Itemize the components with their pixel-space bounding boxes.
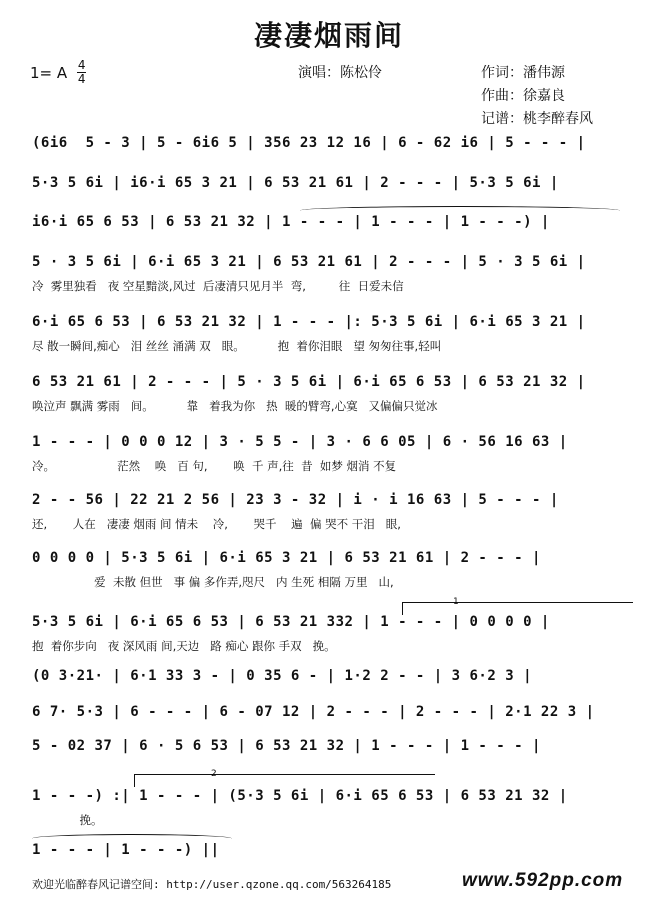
time-sig-bottom: 4 [77, 72, 86, 86]
transcriber-credit: 记谱：桃李醉春风 [481, 111, 593, 127]
footer-text: 欢迎光临醉春风记谱空间: http://user.qzone.qq.com/563264185 [32, 878, 392, 891]
notes-line: 6 53 21 61 | 2 - - - | 5 · 3 5 6i | 6·i 65 6 53 | 6 53 21 32 | [32, 374, 586, 390]
site-watermark: www.592pp.com [462, 870, 624, 891]
lyricist-credit: 作词：潘伟源 [481, 65, 565, 81]
score-row [32, 214, 632, 254]
song-title: 凄凄烟雨间 [253, 19, 404, 52]
score-row [32, 254, 632, 294]
notes-line: 1 - - - | 1 - - -) || [32, 842, 220, 858]
notes-line: 1 - - -) :| 1 - - - | (5·3 5 6i | 6·i 65 6 53 | 6 53 21 32 | [32, 788, 568, 804]
notes-line: 5 - 02 37 | 6 · 5 6 53 | 6 53 21 32 | 1 - - - | 1 - - - | [32, 738, 541, 754]
lyric-line: 冷。 茫然 唤 百 句, 唤 千 声,往 昔 如梦 烟消 不复 [32, 459, 397, 473]
notes-line: (0 3·21· | 6·1 33 3 - | 0 35 6 - | 1·2 2 - - | 3 6·2 3 | [32, 668, 533, 684]
notes-line: 6·i 65 6 53 | 6 53 21 32 | 1 - - - |: 5·3 5 6i | 6·i 65 3 21 | [32, 314, 586, 330]
score-row [32, 135, 632, 175]
score-row [32, 434, 632, 474]
score-row [32, 492, 632, 532]
key-signature [30, 60, 86, 85]
lyric-line: 尽 散一瞬间,痴心 泪 丝丝 涌满 双 眼。 抱 着你泪眼 望 匆匆往事,轻叫 [32, 339, 442, 353]
volta-bracket [134, 769, 435, 787]
lyric-line: 爱 未散 但世 事 偏 多作弄,咫尺 内 生死 相隔 万里 山, [32, 575, 394, 589]
score-row [32, 597, 632, 654]
notes-line: 5·3 5 6i | i6·i 65 3 21 | 6 53 21 61 | 2 - - - | 5·3 5 6i | [32, 175, 559, 191]
lyric-line: 还, 人在 凄凄 烟雨 间 情未 冷, 哭千 遍 偏 哭不 干泪 眼, [32, 517, 401, 531]
notes-line: i6·i 65 6 53 | 6 53 21 32 | 1 - - - | 1 - - - | 1 - - -) | [32, 214, 550, 230]
notes-line: 5 · 3 5 6i | 6·i 65 3 21 | 6 53 21 61 | 2 - - - | 5 · 3 5 6i | [32, 254, 586, 270]
lyric-line: 挽。 [32, 813, 103, 827]
lyric-line: 抱 着你步向 夜 深风雨 间,天边 路 痴心 跟你 手双 挽。 [32, 639, 336, 653]
score-row [32, 314, 632, 354]
time-signature [77, 60, 86, 85]
lyric-line: 唤泣声 飘满 雾雨 间。 靠 着我为你 热 暖的臂弯,心寞 又偏偏只觉冰 [32, 399, 438, 413]
notes-line: 1 - - - | 0 0 0 12 | 3 · 5 5 - | 3 · 6 6 05 | 6 · 56 16 63 | [32, 434, 568, 450]
singer-credit: 演唱：陈松伶 [298, 65, 382, 81]
notes-line: 6 7· 5·3 | 6 - - - | 6 - 07 12 | 2 - - - | 2 - - - | 2·1 22 3 | [32, 704, 595, 720]
volta-number: 1 [453, 597, 459, 607]
time-sig-top: 4 [77, 58, 86, 72]
score-row [32, 738, 632, 778]
score-row [32, 769, 632, 828]
key-label: 1= A [30, 63, 68, 82]
volta-number: 2 [211, 769, 217, 779]
notes-line: (6i6 5 - 3 | 5 - 6i6 5 | 356 23 12 16 | 6 - 62 i6 | 5 - - - | [32, 135, 586, 151]
notes-line: 5·3 5 6i | 6·i 65 6 53 | 6 53 21 332 | 1 - - - | 0 0 0 0 | [32, 614, 550, 630]
score-row [32, 550, 632, 590]
score-row [32, 374, 632, 414]
score-row [32, 668, 632, 708]
notes-line: 2 - - 56 | 22 21 2 56 | 23 3 - 32 | i · i 16 63 | 5 - - - | [32, 492, 559, 508]
composer-credit: 作曲：徐嘉良 [481, 88, 565, 104]
lyric-line: 冷 雾里独看 夜 空星黯淡,风过 后凄清只见月半 弯, 往 日爱未信 [32, 279, 404, 293]
notes-line: 0 0 0 0 | 5·3 5 6i | 6·i 65 3 21 | 6 53 21 61 | 2 - - - | [32, 550, 541, 566]
